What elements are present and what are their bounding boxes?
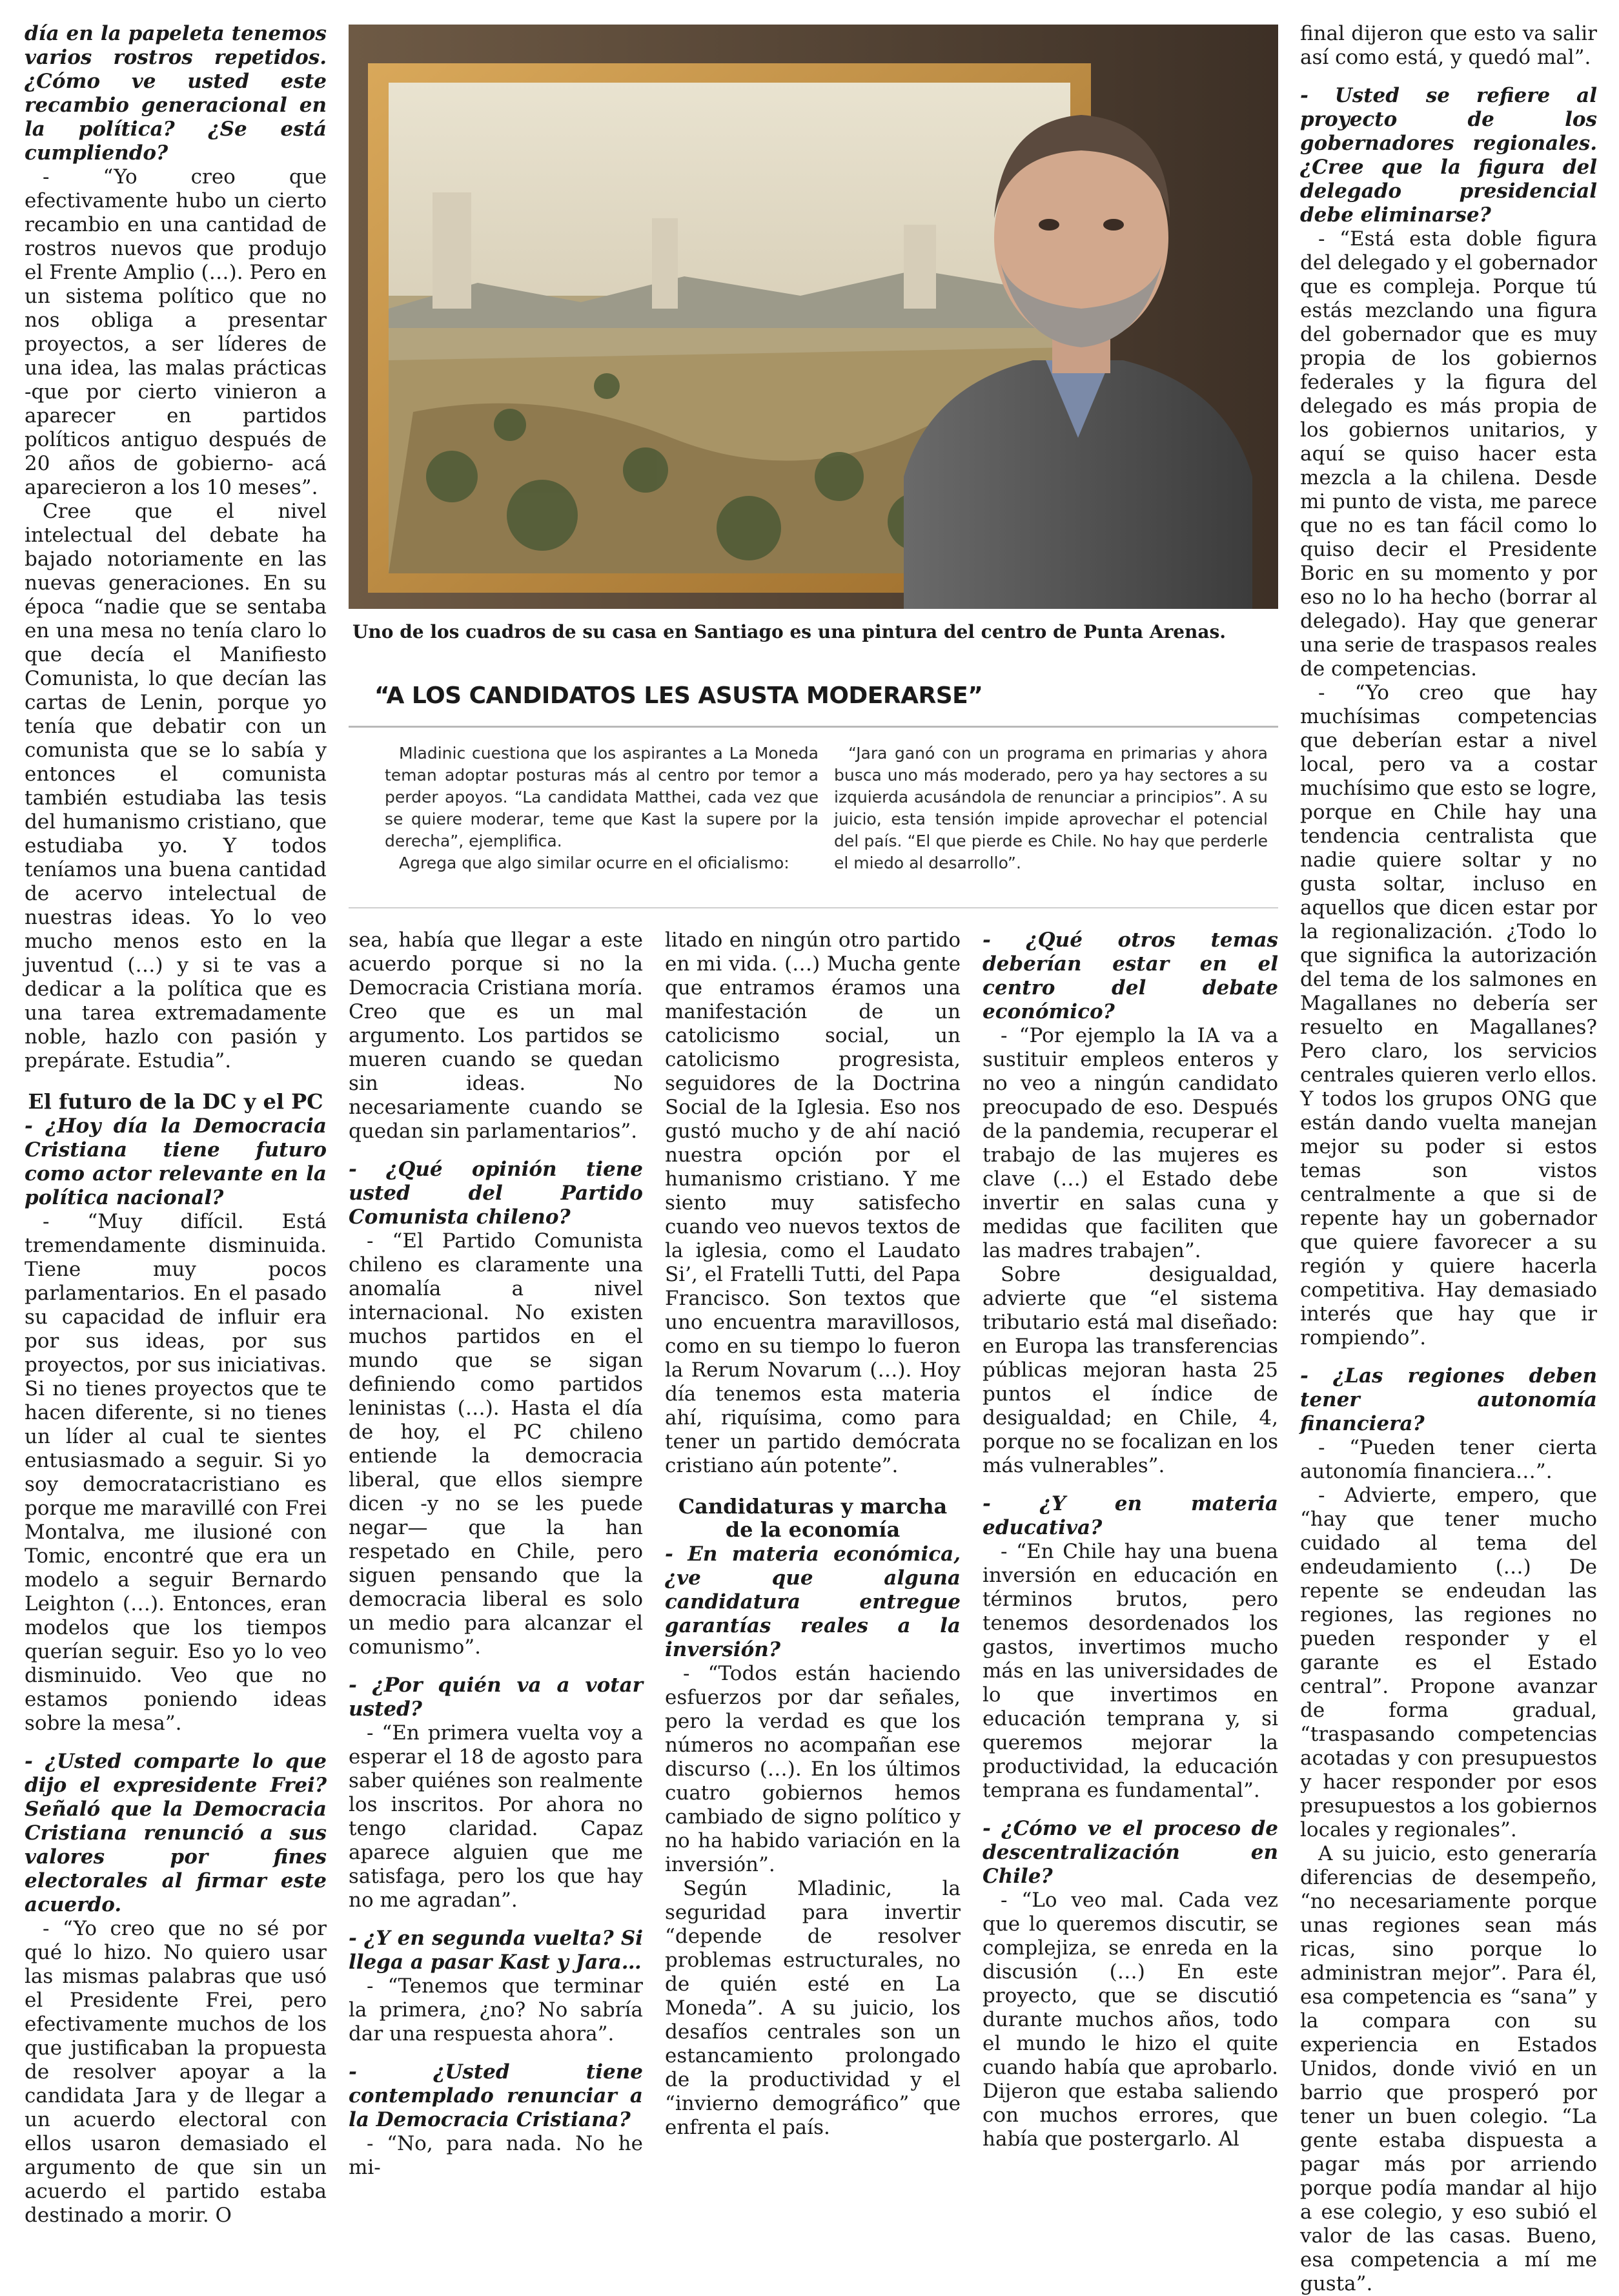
interview-question: - ¿Las regiones deben tener autonomía financiera? (1300, 1364, 1597, 1435)
painting-and-portrait-image (349, 25, 1278, 609)
interview-answer: - “Yo creo que no sé por qué lo hizo. No quiero usar las mismas palabras que usó el Presidente Frei, pero efectivamente muchos de los que justificaban la propuesta de resolver apoyar a la candidata Jara y de llegar a un acuerdo electoral con ellos usaron demasiado el argumento de que sin un acuerdo el partido estaba destinado a morir. O (25, 1917, 327, 2227)
box-column-left (385, 743, 819, 874)
interview-answer: - “En Chile hay una buena inversión en educación en términos brutos, pero tenemos desordenados los gastos, invertimos mucho más en las universidades de lo que invertimos en educación temprana y, si queremos mejorar la productividad, la educación temprana es fundamental”. (983, 1540, 1278, 1802)
interview-answer: - “El Partido Comunista chileno es claramente una anomalía a nivel internacional. No existen muchos partidos en el mundo que se sigan definiendo como partidos leninistas (…). Hasta el día de hoy, el PC chileno entiende la democracia liberal, que ellos siempre dicen -y no se les puede negar— que la han respetado en Chile, pero siguen pensando que la democracia liberal es solo un medio para alcanzar el comunismo”. (349, 1229, 643, 1659)
body-paragraph: - Advierte, empero, que “hay que tener mucho cuidado al tema del endeudamiento (…) De repente se endeudan las regiones, las regiones no pueden responder y el garante es el Estado central”. Propone avanzar de forma gradual, “traspasando competencias acotadas y con presupuestos y hacer responder por esos presupuestos a los gobiernos locales y regionales”. (1300, 1484, 1597, 1841)
article-column-3 (665, 928, 961, 2139)
interview-answer: - “Muy difícil. Está tremendamente disminuida. Tiene muy pocos parlamentarios. En el pasado su capacidad de influir era por sus ideas, por sus proyectos, por sus iniciativas. Si no tienes proyectos que te hacen diferente, si no tienes un líder al cual te sientes entusiasmado a seguir. Si yo soy democratacristiano es porque me maravillé con Frei Montalva, me ilusioné con Tomic, encontré que era un modelo a seguir Bernardo Leighton (…). Entonces, eran modelos que los tiempos querían seguir. Eso yo lo veo disminuido. Veo que no estamos poniendo ideas sobre la mesa”. (25, 1210, 327, 1735)
article-column-5 (1300, 22, 1597, 2295)
article-column-4 (983, 928, 1278, 2151)
interview-question: - ¿Usted tiene contemplado renunciar a la Democracia Cristiana? (349, 2060, 643, 2131)
body-paragraph: sea, había que llegar a este acuerdo porque si no la Democracia Cristiana moría. Creo que es un mal argumento. Los partidos se mueren cuando se quedan sin ideas. No necesariamente cuando se quedan sin parlamentarios”. (349, 928, 643, 1143)
body-paragraph: litado en ningún otro partido en mi vida. (…) Mucha gente que entramos éramos una manifestación de un catolicismo social, un catolicismo progresista, seguidores de la Doctrina Social de la Iglesia. Eso nos gustó mucho y de ahí nació nuestra opción por el humanismo cristiano. Y me siento muy satisfecho cuando veo nuevos textos de la iglesia, como el Laudato Si’, el Fratelli Tutti, del Papa Francisco. Son textos que uno encuentra maravillosos, como en su tiempo lo fueron la Rerum Novarum (…). Hoy día tenemos esta materia ahí, riquísima, como para tener un partido demócrata cristiano aún potente”. (665, 928, 961, 1477)
article-column-2 (349, 928, 643, 2179)
interview-answer: - “En primera vuelta voy a esperar el 18 de agosto para saber quiénes son realmente los inscritos. Por ahora no tengo claridad. Capaz aparece alguien que me satisfaga, pero los que hay no me agradan”. (349, 1721, 643, 1912)
interview-answer: - “Está esta doble figura del delegado y el gobernador que es compleja. Porque tú estás mezclando una figura del gobernador que es muy propia de los gobiernos federales y la figura del delegado es más propia de los gobiernos unitarios, y aquí se quiso hacer esta mezcla a la chilena. Desde mi punto de vista, me parece que no es tan fácil como lo quiso decir el Presidente Boric en su momento y por eso no lo ha hecho (borrar al delegado). Hay que generar una serie de traspasos reales de competencias. (1300, 227, 1597, 681)
box-paragraph: “Jara ganó con un programa en primarias y ahora busca uno más moderado, pero ya hay sectores a su izquierda acusándola de renunciar a principios”. A su juicio, esta tensión impide aprovechar el potencial del país. “El que pierde es Chile. No hay que perderle el miedo al desarrollo”. (834, 744, 1268, 872)
interview-answer: - “Todos están haciendo esfuerzos por dar señales, pero la verdad es que los números no acompañan ese discurso (…). En los últimos cuatro gobiernos hemos cambiado de signo político y no ha habido variación en la inversión”. (665, 1662, 961, 1876)
article-column-1 (25, 22, 327, 2227)
photo-caption: Uno de los cuadros de su casa en Santiago es una pintura del centro de Punta Arenas. (352, 621, 1227, 642)
article-photo (349, 25, 1278, 609)
section-heading: Candidaturas y marcha de la economía (678, 1494, 948, 1542)
body-paragraph: Cree que el nivel intelectual del debate ha bajado notoriamente en las nuevas generaciones. En su época “nadie que se sentaba en una mesa no tenía claro lo que decía el Manifiesto Comunista, lo que decían las cartas de Lenin, porque yo tenía que debatir con un comunista que se lo sabía y entonces el comunista también estudiaba las tesis del humanismo cristiano, que estudiaba yo. Y todos teníamos una buena cantidad de acervo intelectual de nuestras ideas. Yo lo veo mucho menos esto en la juventud (…) y si te vas a dedicar a la política que es una tarea extremadamente noble, hazlo con pasión y prepárate. Estudia”. (25, 500, 327, 1072)
box-paragraph: Mladinic cuestiona que los aspirantes a La Moneda teman adoptar posturas más al centro por temor a perder apoyos. “La candidata Matthei, cada vez que se quiere moderar, teme que Kast la supere por la derecha”, ejemplifica. (385, 744, 819, 850)
interview-question: - ¿Qué opinión tiene usted del Partido Comunista chileno? (349, 1158, 643, 1229)
interview-question: - ¿Qué otros temas deberían estar en el centro del debate económico? (983, 928, 1278, 1023)
interview-question: - ¿Usted comparte lo que dijo el expresidente Frei? Señaló que la Democracia Cristiana renunció a sus valores por fines electorales al firmar este acuerdo. (25, 1750, 327, 1916)
interview-question: - En materia económica, ¿ve que alguna candidatura entregue garantías reales a la inversión? (665, 1543, 961, 1661)
interview-answer: - “Pueden tener cierta autonomía financiera…”. (1300, 1436, 1597, 1483)
interview-question: - ¿Por quién va a votar usted? (349, 1674, 643, 1721)
section-heading: El futuro de la DC y el PC (28, 1089, 323, 1114)
interview-question: - Usted se refiere al proyecto de los gobernadores regionales. ¿Cree que la figura del delegado presidencial debe eliminarse? (1300, 84, 1597, 227)
interview-answer: - “Yo creo que efectivamente hubo un cierto recambio en una cantidad de rostros nuevos que produjo el Frente Amplio (…). Pero en un sistema político que no nos obliga a presentar proyectos, a ser líderes de una idea, las malas prácticas -que por cierto vinieron a aparecer en partidos políticos antiguo después de 20 años de gobierno- acá aparecieron a los 10 meses”. (25, 165, 327, 499)
interview-answer: - “Lo veo mal. Cada vez que lo queremos discutir, se complejiza, se enreda en la discusión (…) En este proyecto, que se discutió durante muchos años, todo el mundo le hizo el quite cuando había que aprobarlo. Dijeron que estaba saliendo con muchos errores, que había que postergarlo. Al (983, 1889, 1278, 2151)
body-paragraph: final dijeron que esto va salir así como está, y quedó mal”. (1300, 22, 1597, 69)
interview-question: día en la papeleta tenemos varios rostros repetidos. ¿Cómo ve usted este recambio generacional en la política? ¿Se está cumpliendo? (25, 22, 327, 165)
interview-answer: - “Yo creo que hay muchísimas competencias que deberían estar a nivel local, pero va a costar muchísimo que esto se logre, porque en Chile hay una tendencia centralista que nadie quiere soltar y no gusta soltar, incluso en aquellos que dicen estar por la regionalización. ¿Todo lo que significa la autorización del tema de los salmones en Magallanes no debería ser resuelto en Magallanes? Pero claro, los servicios centrales quieren verlo ellos. Y todos los grupos ONG que están dando vuelta manejan mejor su poder si estos temas son vistos centralmente a que si de repente hay un gobernador que quiere favorecer a su región y quiere hacerla competitiva. Hay demasiado interés que hay que ir rompiendo”. (1300, 681, 1597, 1349)
interview-question: - ¿Hoy día la Democracia Cristiana tiene futuro como actor relevante en la política nacional? (25, 1114, 327, 1209)
interview-question: - ¿Y en materia educativa? (983, 1492, 1278, 1539)
interview-answer: - “Tenemos que terminar la primera, ¿no? No sabría dar una respuesta ahora”. (349, 1974, 643, 2045)
box-paragraph: Agrega que algo similar ocurre en el oficialismo: (399, 854, 789, 872)
box-divider (349, 726, 1278, 728)
body-paragraph: A su juicio, esto generaría diferencias de desempeño, “no necesariamente porque unas regiones sean más ricas, sino porque lo administran mejor”. Para él, esa competencia es “sana” y la compara con su experiencia en Estados Unidos, donde vivió en un barrio que prosperó por tener un buen colegio. “La gente estaba dispuesta a pagar más por arriendo porque podía mandar al hijo a ese colegio, y eso subió el valor de las casas. Bueno, esa competencia a mí me gusta”. (1300, 1842, 1597, 2295)
body-paragraph: Sobre desigualdad, advierte que “el sistema tributario está mal diseñado: en Europa las transferencias públicas mejoran hasta 25 puntos el índice de desigualdad; en Chile, 4, porque no se focalizan en los más vulnerables”. (983, 1263, 1278, 1477)
interview-question: - ¿Y en segunda vuelta? Si llega a pasar Kast y Jara… (349, 1927, 643, 1974)
box-title: “A LOS CANDIDATOS LES ASUSTA MODERARSE” (374, 682, 983, 709)
box-bottom-rule (349, 907, 1278, 908)
interview-answer: - “No, para nada. No he mi- (349, 2132, 643, 2179)
box-column-right (834, 743, 1268, 874)
body-paragraph: Según Mladinic, la seguridad para invertir “depende de resolver problemas estructurales, no de quién esté en La Moneda”. A su juicio, los desafíos centrales son un estancamiento prolongado de la productividad y el “invierno demográfico” que enfrenta el país. (665, 1877, 961, 2139)
interview-answer: - “Por ejemplo la IA va a sustituir empleos enteros y no veo a ningún candidato preocupado de eso. Después de la pandemia, recuperar el trabajo de las mujeres es clave (…) el Estado debe invertir en salas cuna y medidas que faciliten que las madres trabajen”. (983, 1024, 1278, 1262)
interview-question: - ¿Cómo ve el proceso de descentralización en Chile? (983, 1817, 1278, 1888)
